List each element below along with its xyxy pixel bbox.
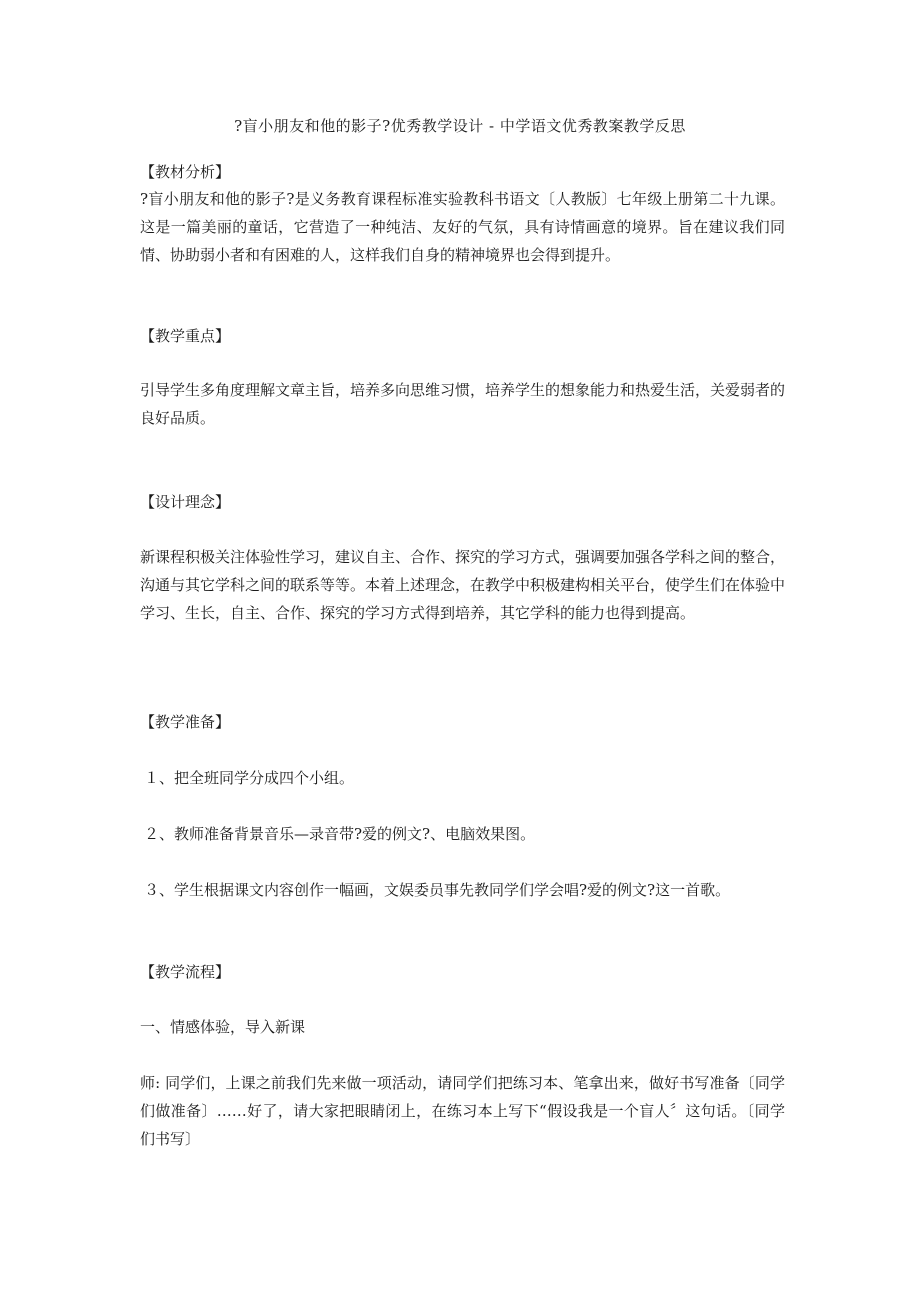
- heading-analysis: 【教材分析】: [140, 163, 231, 181]
- paragraph-analysis: ?盲小朋友和他的影子?是义务教育课程标准实验教科书语文〔人教版〕七年级上册第二十九课。这是一篇美丽的童话，它营造了一种纯洁、友好的气氛，具有诗情画意的境界。旨在建议我们同情、协助弱小者和有困难的人，这样我们自身的精神境界也会得到提升。: [140, 190, 785, 264]
- heading-process: 【教学流程】: [140, 963, 231, 981]
- process-step-1: 一、情感体验，导入新课: [140, 1018, 306, 1036]
- paragraph-key-points: 引导学生多角度理解文章主旨，培养多向思维习惯，培养学生的想象能力和热爱生活，关爱弱者的良好品质。: [140, 381, 786, 427]
- paragraph-process: 师: 同学们，上课之前我们先来做一项活动，请同学们把练习本、笔拿出来，做好书写准备〔同学们做准备〕……好了，请大家把眼睛闭上，在练习本上写下“假设我是一个盲人〞这句话。〔同学们书写〕: [140, 1074, 785, 1148]
- preparation-item-1: １、把全班同学分成四个小组。: [144, 769, 355, 787]
- preparation-item-3: ３、学生根据课文内容创作一幅画，文娱委员事先教同学们学会唱?爱的例文?这一首歌。: [144, 881, 731, 899]
- paragraph-design-idea: 新课程积极关注体验性学习，建议自主、合作、探究的学习方式，强调要加强各学科之间的整合，沟通与其它学科之间的联系等等。本着上述理念，在教学中积极建构相关平台，使学生们在体验中学习、生长，自主、合作、探究的学习方式得到培养，其它学科的能力也得到提高。: [140, 548, 786, 622]
- page-title: ?盲小朋友和他的影子?优秀教学设计 - 中学语文优秀教案教学反思: [234, 117, 686, 135]
- heading-key-points: 【教学重点】: [140, 327, 231, 345]
- heading-design-idea: 【设计理念】: [140, 493, 231, 511]
- heading-preparation: 【教学准备】: [140, 713, 231, 731]
- preparation-item-2: ２、教师准备背景音乐—录音带?爱的例文?、电脑效果图。: [144, 825, 536, 843]
